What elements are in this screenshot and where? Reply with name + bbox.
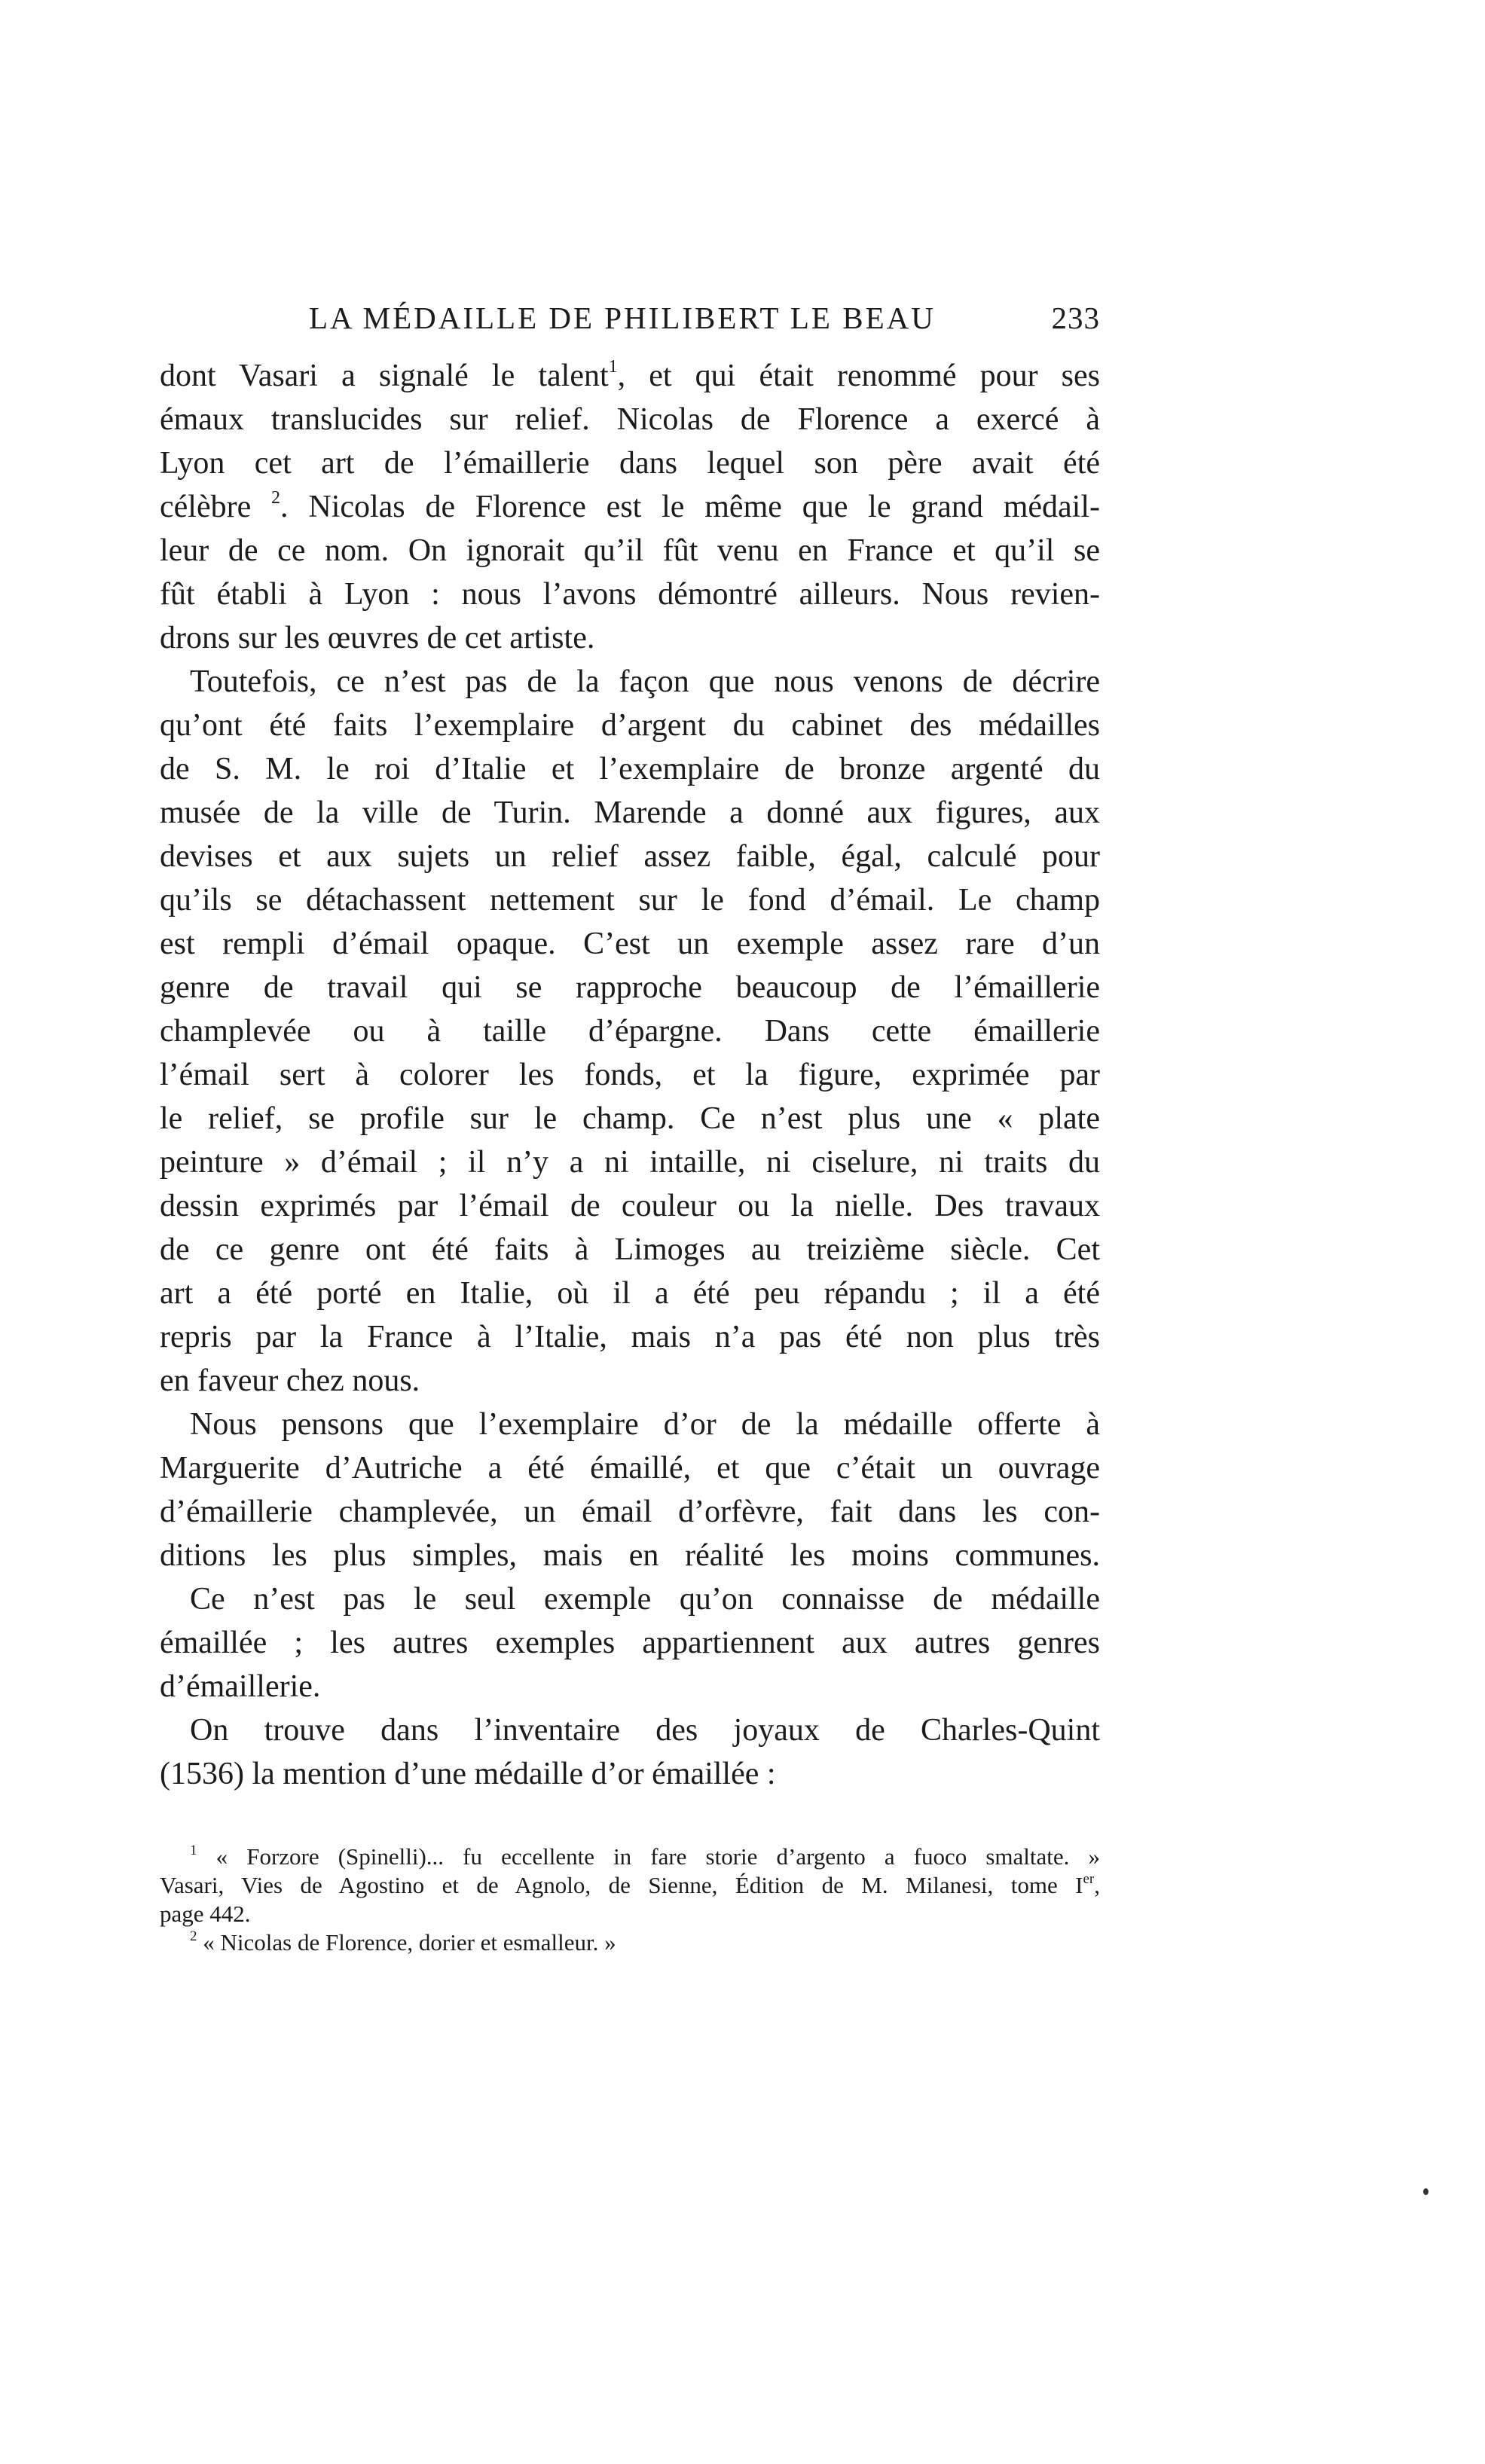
text-line: Marguerite d’Autriche a été émaillé, et que c’était un ouvrage — [160, 1451, 1100, 1485]
running-title: LA MÉDAILLE DE PHILIBERT LE BEAU — [309, 301, 936, 335]
footnote-1-continued: Vasari, Vies de Agostino et de Agnolo, de Sienne, Édition de M. Milanesi, tome Ier, — [160, 1871, 1100, 1898]
text-line: émaillée ; les autres exemples appartiennent aux autres genres — [160, 1626, 1100, 1660]
text-line: On trouve dans l’inventaire des joyaux de Charles-Quint — [190, 1713, 1100, 1748]
footnote-marker-1: 1 — [190, 1843, 197, 1858]
text-line: qu’ont été faits l’exemplaire d’argent du cabinet des médailles — [160, 708, 1100, 743]
text-line: (1536) la mention d’une médaille d’or émaillée : — [160, 1757, 776, 1791]
text-line: dessin exprimés par l’émail de couleur ou la nielle. Des travaux — [160, 1189, 1100, 1223]
footnote-ref-2: 2 — [271, 488, 281, 508]
footnote-marker-2: 2 — [190, 1928, 197, 1944]
text-line: leur de ce nom. On ignorait qu’il fût venu en France et qu’il se — [160, 533, 1100, 568]
footnote-1: $^1$ « Forzore (Spinelli)... fu eccellente in fare storie d’argento a fuoco smaltate. » — [190, 1843, 1101, 1870]
footnote-1-end: page 442. — [160, 1901, 251, 1927]
text-line: dont Vasari a signalé le talent$^1$, et qui était renommé pour ses — [160, 357, 1100, 393]
text-line: musée de la ville de Turin. Marende a donné aux figures, aux — [160, 795, 1100, 830]
page-number: 233 — [1051, 301, 1100, 335]
text-line: peinture » d’émail ; il n’y a ni intaille, ni ciselure, ni traits du — [160, 1145, 1100, 1180]
text-line: de ce genre ont été faits à Limoges au treizième siècle. Cet — [160, 1232, 1100, 1267]
text-line: Toutefois, ce n’est pas de la façon que nous venons de décrire — [190, 664, 1100, 699]
text-line: champlevée ou à taille d’épargne. Dans cette émaillerie — [160, 1014, 1100, 1049]
text-line: en faveur chez nous. — [160, 1363, 420, 1398]
text-line: devises et aux sujets un relief assez faible, égal, calculé pour — [160, 839, 1100, 874]
text-line: repris par la France à l’Italie, mais n’a pas été non plus très — [160, 1320, 1100, 1354]
text-line: de S. M. le roi d’Italie et l’exemplaire de bronze argenté du — [160, 752, 1100, 786]
text-line: Ce n’est pas le seul exemple qu’on connaisse de médaille — [190, 1582, 1100, 1617]
text-line: qu’ils se détachassent nettement sur le fond d’émail. Le champ — [160, 883, 1100, 918]
text-line: genre de travail qui se rapproche beaucoup de l’émaillerie — [160, 970, 1100, 1005]
footnotes — [160, 1843, 1100, 1957]
ink-speck — [1423, 2188, 1428, 2195]
footnote-ref-1: 1 — [608, 357, 618, 377]
text-line: d’émaillerie champlevée, un émail d’orfèvre, fait dans les con- — [160, 1495, 1100, 1529]
text-line: ditions les plus simples, mais en réalité les moins communes. — [160, 1538, 1100, 1573]
text-line: est rempli d’émail opaque. C’est un exemple assez rare d’un — [160, 927, 1100, 961]
text-line: drons sur les œuvres de cet artiste. — [160, 621, 595, 655]
page-header — [158, 300, 1100, 345]
text-line: Lyon cet art de l’émaillerie dans lequel son père avait été — [160, 446, 1100, 481]
footnote-2: $^2$ « Nicolas de Florence, dorier et esmalleur. » — [190, 1928, 616, 1956]
body-text — [160, 354, 1100, 1796]
text-line: Nous pensons que l’exemplaire d’or de la médaille offerte à — [190, 1407, 1100, 1442]
text-line: célèbre $^2$. Nicolas de Florence est le même que le grand médail- — [160, 488, 1100, 524]
text-line: émaux translucides sur relief. Nicolas de Florence a exercé à — [160, 402, 1100, 437]
text-line: le relief, se profile sur le champ. Ce n’est plus une « plate — [160, 1101, 1100, 1136]
text-line: fût établi à Lyon : nous l’avons démontré ailleurs. Nous revien- — [160, 577, 1100, 612]
text-line: art a été porté en Italie, où il a été peu répandu ; il a été — [160, 1276, 1100, 1311]
text-line: d’émaillerie. — [160, 1669, 321, 1704]
text-line: l’émail sert à colorer les fonds, et la figure, exprimée par — [160, 1058, 1100, 1092]
